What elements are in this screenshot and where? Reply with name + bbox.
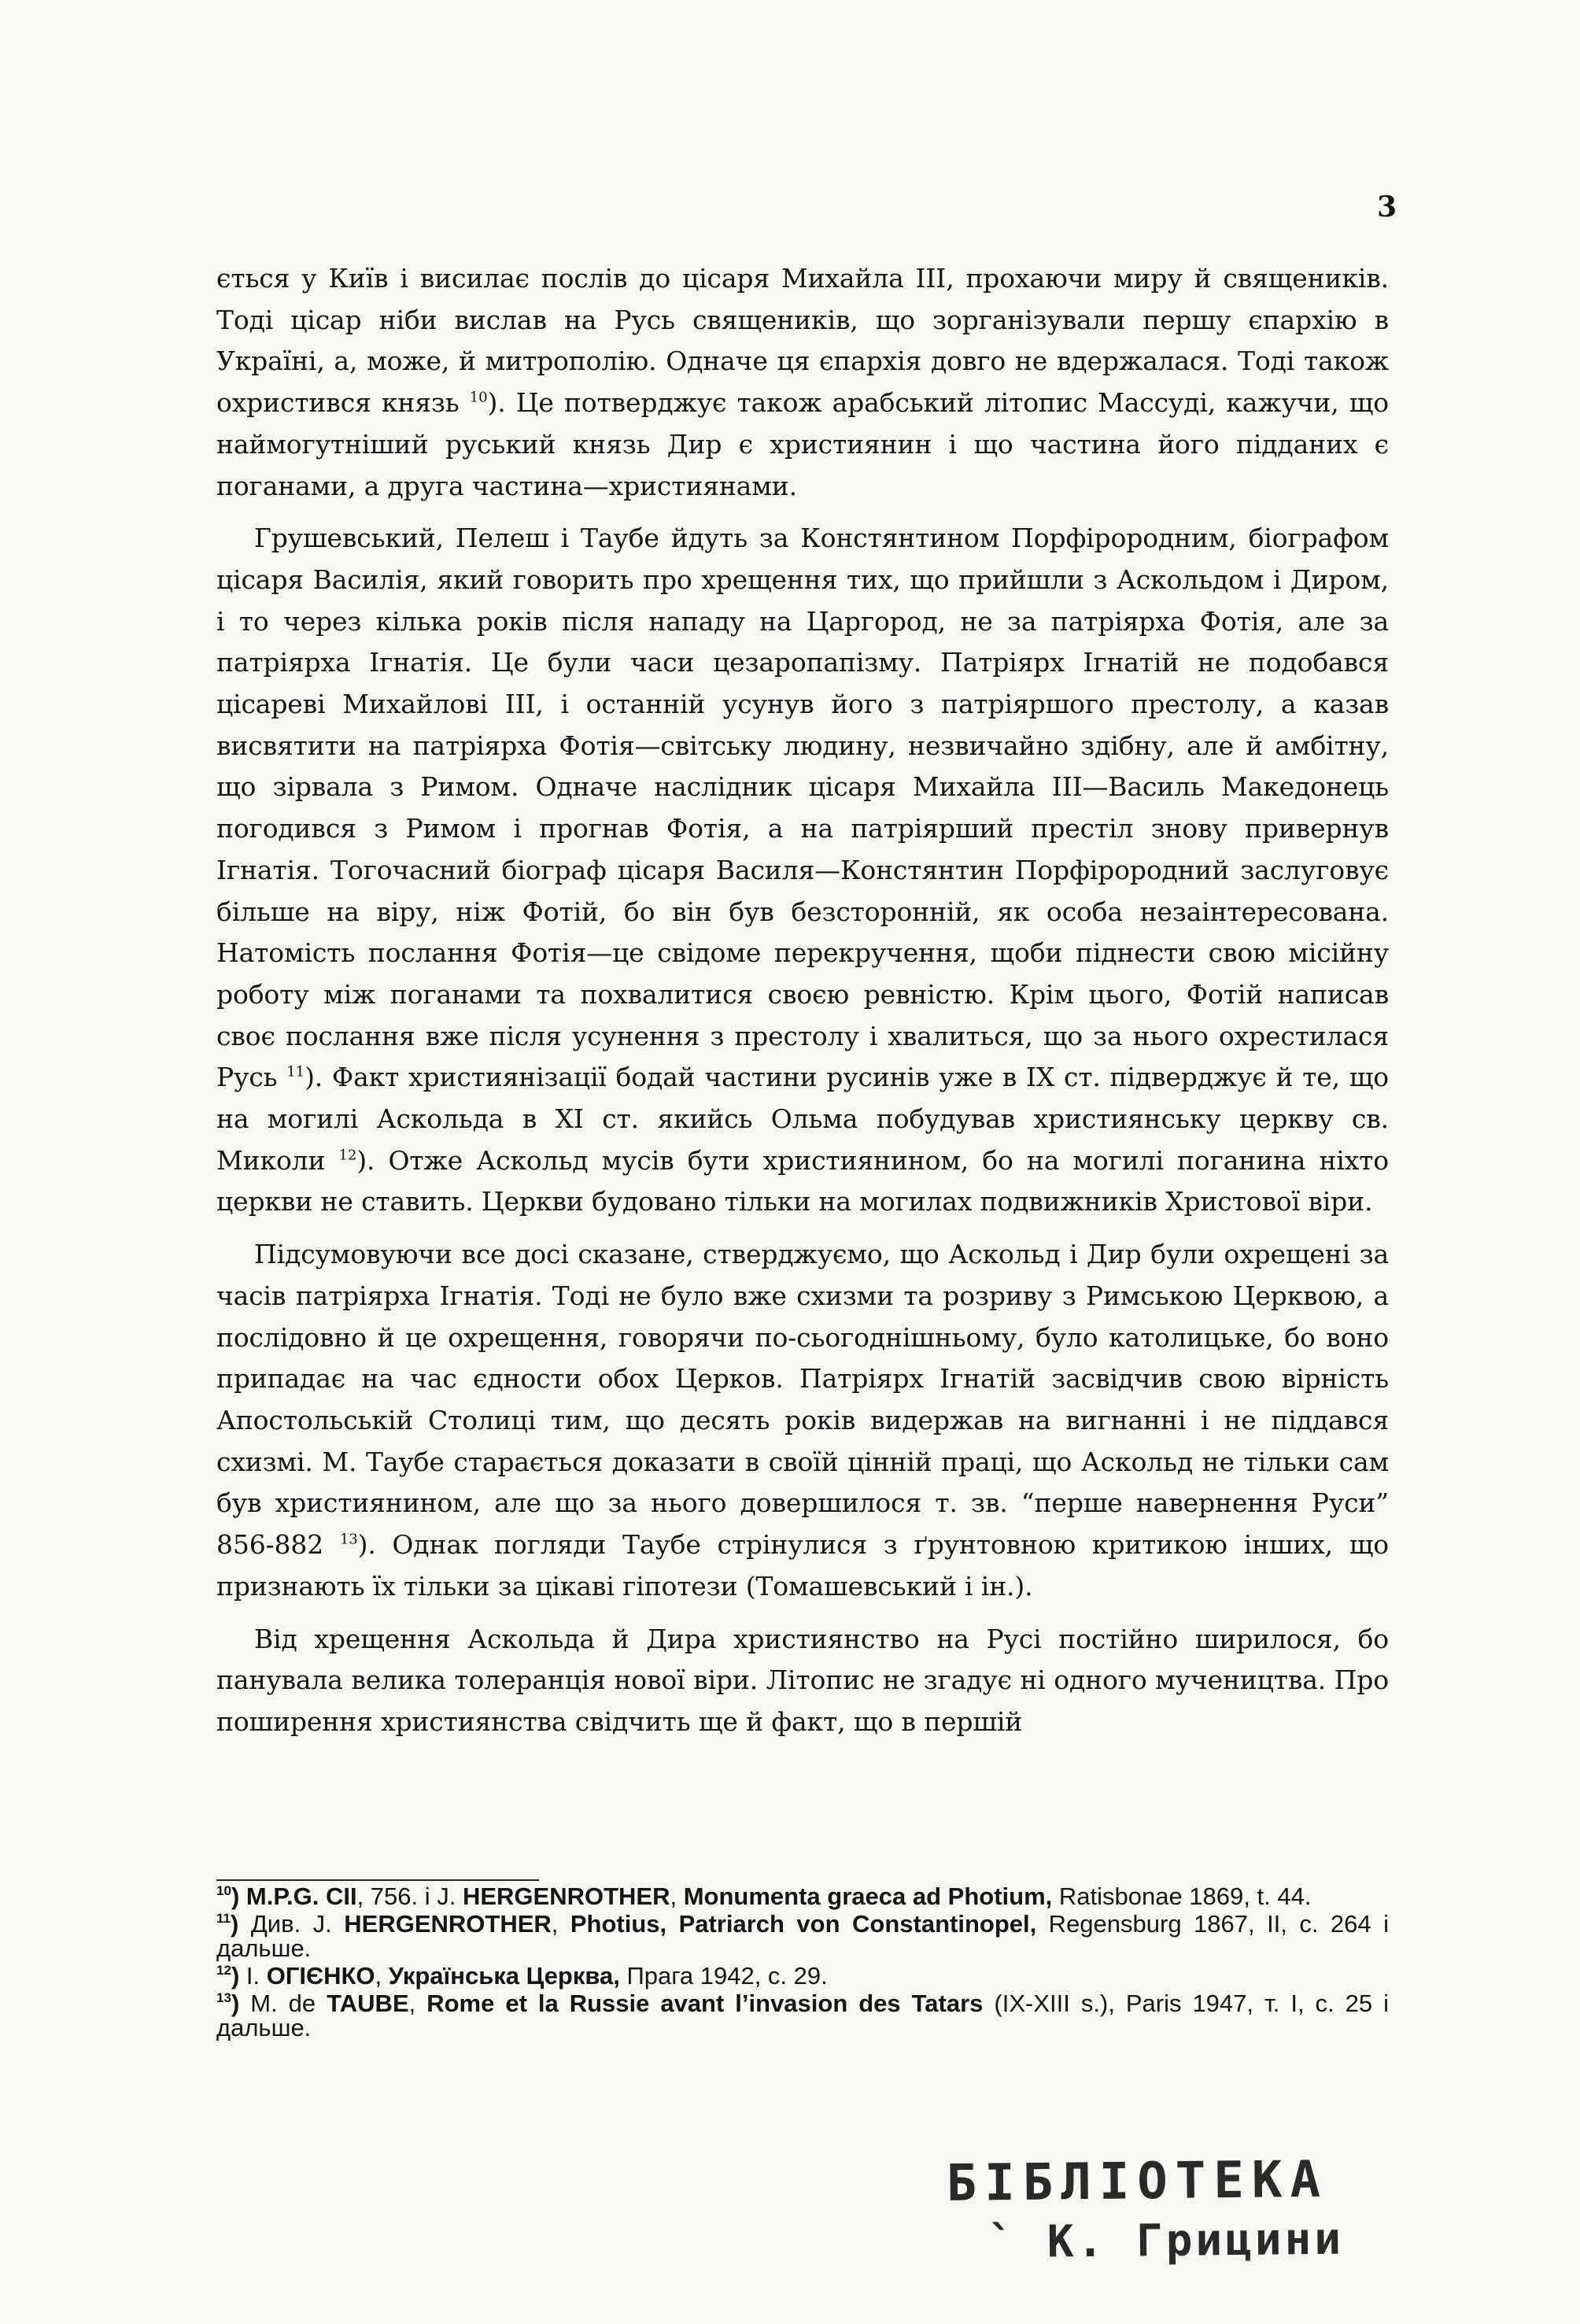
citation-emphasis: ОГІЄНКО xyxy=(266,1962,375,1990)
paragraph xyxy=(216,518,1389,1223)
citation-text: , xyxy=(375,1962,389,1990)
page-number: 3 xyxy=(1376,190,1397,224)
footnote xyxy=(216,1884,1389,1908)
paragraph-text: ється у Київ і висилає послів до цісаря Михайла ІІІ, прохаючи миру й священиків. Тоді цісар ніби вислав на Русь священиків, що зорганізували першу єпархію в Україні, а, може, й митрополію. Одначе ця єпархія довго не вдержалася. Тоді також охристився князь xyxy=(216,263,1389,419)
citation-text: (IX-XIII s.), Paris 1947, т. I, с. 25 і дальше. xyxy=(216,1990,1389,2041)
footnote-paren: ) xyxy=(231,1910,251,1938)
citation-text: , xyxy=(670,1882,684,1910)
paragraph xyxy=(216,258,1389,507)
footnote-paren: ) xyxy=(231,1962,246,1990)
paragraph-text: Підсумовуючи все досі сказане, стверджуємо, що Аскольд і Дир були охрещені за часів патріярха Ігнатія. Тоді не було вже схизми та розриву з Римською Церквою, а послідовно й це охрещення, говорячи по-сьогоднішньому, було католицьке, бо воно припадає на час єдности обох Церков. Патріярх Ігнатій засвідчив свою вірність Апостольській Столиці тим, що десять років видержав на вигнанні і не піддався схизмі. М. Таубе старається доказати в своїй цінній праці, що Аскольд не тільки сам був християнином, але що за нього довершилося т. зв. “перше навернення Руси” 856-882 xyxy=(216,1239,1389,1561)
paragraph-text: ). Факт християнізації бодай частини русинів уже в IX ст. підверджує й те, що на могилі Аскольда в XI ст. якийсь Ольма побудував християнську церкву св. Миколи xyxy=(216,1062,1389,1176)
citation-emphasis: TAUBE xyxy=(327,1990,409,2017)
citation-text: , 756. і J. xyxy=(356,1882,463,1910)
citation-emphasis: Rome et la Russie avant l’invasion des Tatars xyxy=(426,1990,984,2017)
footnote-number: 10 xyxy=(216,1883,231,1899)
footnote-reference: 10 xyxy=(469,389,488,406)
citation-emphasis: Monumenta graeca ad Photium, xyxy=(683,1882,1053,1910)
paragraph-text: Від хрещення Аскольда й Дира християнство на Русі постійно ширилося, бо панувала велика толеранція нової віри. Літопис не згадує ні одного мучеництва. Про поширення християнства свідчить ще й факт, що в першій xyxy=(216,1623,1389,1737)
footnote-divider xyxy=(216,1879,539,1881)
paragraph xyxy=(216,1234,1389,1607)
footnote-reference: 11 xyxy=(286,1063,305,1081)
citation-text: Ratisbonae 1869, t. 44. xyxy=(1052,1882,1312,1910)
footnote xyxy=(216,1964,1389,1988)
citation-text: Прага 1942, с. 29. xyxy=(619,1962,828,1990)
paragraph xyxy=(216,1619,1389,1743)
footnote-paren: ) xyxy=(231,1990,251,2017)
citation-text: , xyxy=(408,1990,427,2017)
paragraph-text: Грушевський, Пелеш і Таубе йдуть за Констянтином Порфірородним, біографом цісаря Василія, який говорить про хрещення тих, що прийшли з Аскольдом і Диром, і то через кілька років після нападу на Царгород, не за патріярха Фотія, але за патріярха Ігнатія. Це були часи цезаропапізму. Патріярх Ігнатій не подобався цісареві Михайлові ІІІ, і останній усунув його з патріяршого престолу, а казав висвятити на патріярха Фотія—світську людину, незвичайно здібну, але й амбітну, що зірвала з Римом. Одначе наслідник цісаря Михайла ІІІ—Василь Македонець погодився з Римом і прогнав Фотія, а на патріярший престіл знову привернув Ігнатія. Тогочасний біограф цісаря Василя—Констянтин Порфірородний заслуговує більше на віру, ніж Фотій, бо він був безсторонній, як особа незаінтересована. Натомість послання Фотія—це свідоме перекручення, щоби піднести свою місійну роботу між поганами та похвалитися своєю ревністю. Крім цього, Фотій написав своє послання вже після усунення з престолу і хвалиться, що за нього охрестилася Русь xyxy=(216,523,1389,1093)
citation-text: І. xyxy=(245,1962,267,1990)
paragraph-text: ). Це потверджує також арабський літопис Массуді, кажучи, що наймогутніший руський князь Дир є християнин і що частина його підданих є поганами, а друга частина—християнами. xyxy=(216,387,1389,501)
citation-emphasis: Українська Церква, xyxy=(388,1962,620,1990)
stamp-line-library: БІБЛІОТЕКА xyxy=(946,2150,1329,2213)
paragraph-text: ). Однак погляди Таубе стрінулися з ґрунтовною критикою інших, що признають їх тільки за цікаві гіпотези (Томашевський і ін.). xyxy=(216,1529,1390,1602)
citation-emphasis: M.P.G. CII xyxy=(245,1882,357,1910)
main-text xyxy=(216,258,1389,1743)
citation-text: M. de xyxy=(250,1990,327,2017)
footnote-number: 12 xyxy=(216,1963,231,1979)
footnote xyxy=(216,1991,1389,2040)
citation-text: , xyxy=(551,1910,570,1938)
footnotes xyxy=(216,1884,1389,2040)
footnote-reference: 12 xyxy=(338,1147,357,1164)
footnote-number: 13 xyxy=(216,1990,231,2006)
footnote-paren: ) xyxy=(231,1882,246,1910)
paragraph-text: ). Отже Аскольд мусів бути християнином, бо на могилі поганина ніхто церкви не ставить. Церкви будовано тільки на могилах подвижників Христової віри. xyxy=(216,1144,1389,1217)
citation-text: Див. J. xyxy=(250,1910,345,1938)
stamp-line-owner: ` К. Грицини xyxy=(988,2213,1345,2269)
citation-emphasis: Photius, Patriarch von Constantinopel, xyxy=(570,1910,1037,1938)
citation-emphasis: HERGENROTHER xyxy=(344,1910,552,1938)
footnote xyxy=(216,1912,1389,1960)
citation-text: Regensburg 1867, II, с. 264 і дальше. xyxy=(216,1910,1390,1962)
footnote-reference: 13 xyxy=(339,1531,358,1548)
citation-emphasis: HERGENROTHER xyxy=(462,1882,670,1910)
library-stamp xyxy=(940,2148,1382,2272)
footnote-number: 11 xyxy=(216,1911,231,1927)
